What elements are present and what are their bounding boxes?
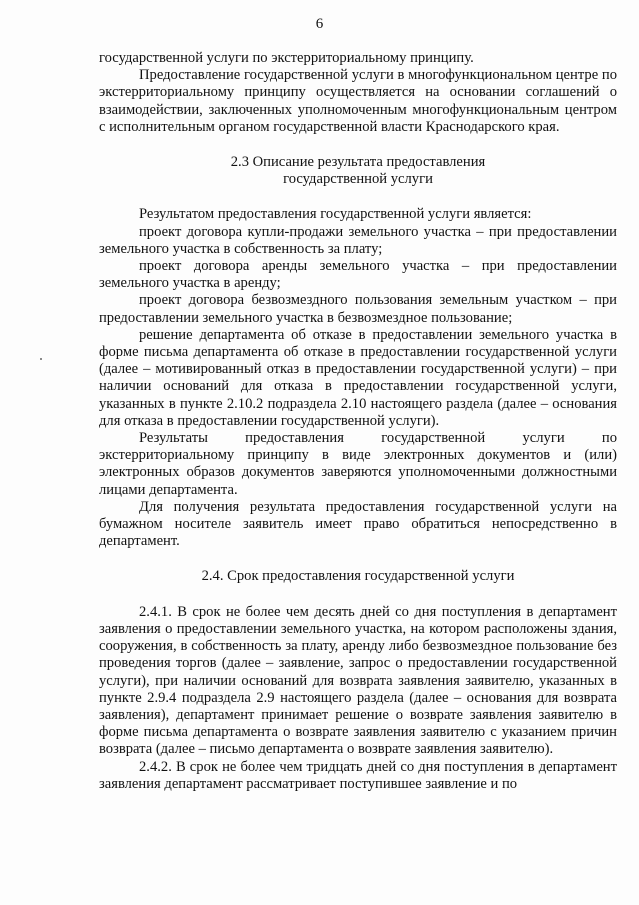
result-item-free-use-contract: проект договора безвозмездного пользования земельным участком – при предоставлении земельного участка в безвозмездное пользование; — [99, 292, 617, 326]
spacer — [99, 188, 617, 206]
section-heading-2-3 — [99, 154, 617, 188]
intro-paragraph-mfc: Предоставление государственной услуги в многофункциональном центре по экстерриториальному принципу осуществляется на основании соглашений о взаимодействии, заключенных уполномоченным многофункциональным центром с исполнительным органом государственной власти Краснодарского края. — [99, 67, 617, 135]
spacer — [99, 550, 617, 568]
page-number: 6 — [315, 16, 324, 32]
result-paper-copy-paragraph: Для получения результата предоставления государственной услуги на бумажном носителе заявитель имеет право обратиться непосредственно в департамент. — [99, 498, 617, 550]
clause-2-4-1-paragraph: 2.4.1. В срок не более чем десять дней со дня поступления в департамент заявления о предоставлении земельного участка, на котором расположены здания, сооружения, в собственность за плату, аренду либо безвозмездное пользование без проведения торгов (далее – заявление, запрос о предоставлении государственной услуги), при наличии оснований для возврата заявления заявителю, указанных в пункте 2.9.4 подраздела 2.9 настоящего раздела (далее – основания для возврата заявления), департамент принимает решение о возврате заявления заявителю в форме письма департамента о возврате заявления заявителю с указанием причин возврата (далее – письмо департамента о возврате заявления заявителю). — [99, 603, 617, 758]
result-intro-paragraph: Результатом предоставления государственной услуги является: — [139, 206, 532, 223]
spacer — [99, 136, 617, 154]
section-heading-2-3-line1: 2.3 Описание результата предоставления — [230, 154, 486, 171]
margin-speck — [40, 358, 42, 360]
document-body — [99, 50, 617, 793]
spacer — [99, 586, 617, 604]
result-item-refusal-decision: решение департамента об отказе в предоставлении земельного участка в форме письма департамента об отказе в предоставлении государственной услуги (далее – мотивированный отказ в предоставлении государственной услуги) – при наличии оснований для отказа в предоставлении государственной услуги, указанных в пункте 2.10.2 подраздела 2.10 настоящего раздела (далее – основания для отказа в предоставлении государственной услуги). — [99, 326, 617, 429]
result-electronic-documents-paragraph: Результаты предоставления государственной услуги по экстерриториальному принципу в виде электронных документов и (или) электронных образов документов заверяются уполномоченными должностными лицами департамента. — [99, 430, 617, 498]
section-heading-2-4: 2.4. Срок предоставления государственной услуги — [201, 568, 515, 585]
intro-paragraph-continuation: государственной услуги по экстерриториальному принципу. — [99, 50, 474, 66]
clause-2-4-2-paragraph: 2.4.2. В срок не более чем тридцать дней со дня поступления в департамент заявления департамент рассматривает поступившее заявление и по — [99, 758, 617, 792]
result-item-sale-contract: проект договора купли-продажи земельного участка – при предоставлении земельного участка в собственность за плату; — [99, 223, 617, 257]
result-item-lease-contract: проект договора аренды земельного участка – при предоставлении земельного участка в аренду; — [99, 258, 617, 292]
section-heading-2-3-line2: государственной услуги — [283, 171, 433, 188]
